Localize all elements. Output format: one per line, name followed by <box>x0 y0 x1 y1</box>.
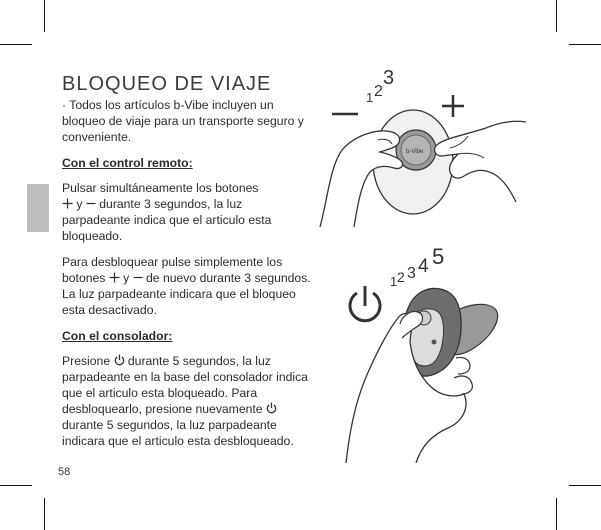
crop-mark-bottom-left-v <box>44 498 45 530</box>
plus-icon <box>442 95 464 117</box>
crop-mark-bottom-right-h <box>569 485 601 486</box>
crop-mark-top-left-h <box>0 44 32 45</box>
remote-unlock-text-a: Para desbloquear pulse simplemente los botones <box>62 255 283 285</box>
crop-mark-top-right-h <box>569 44 601 45</box>
count-3: 3 <box>407 265 416 282</box>
power-icon <box>114 354 125 366</box>
plus-icon <box>109 272 120 283</box>
toy-text-c: durante 5 segundos, la luz parpadeante indicara que el articulo esta desbloqueado. <box>62 418 294 448</box>
plus-icon <box>62 198 73 209</box>
count-4: 4 <box>418 256 429 277</box>
remote-lock-text-c: durante 3 segundos, la luz parpadeante indica que el articulo esta bloqueado. <box>62 197 272 243</box>
power-icon <box>266 402 277 414</box>
crop-mark-top-right-v <box>556 0 557 32</box>
count-2: 2 <box>374 83 383 100</box>
remote-unlock-paragraph <box>62 254 312 318</box>
count-5: 5 <box>432 244 445 269</box>
count-3: 3 <box>383 67 395 89</box>
toy-text-a: Presione <box>62 354 111 368</box>
crop-mark-bottom-right-v <box>556 498 557 530</box>
remote-heading: Con el control remoto: <box>62 156 193 170</box>
toy-light <box>432 340 437 345</box>
remote-illustration <box>318 62 528 227</box>
remote-unlock-text-c: de nuevo durante 3 segundos. La luz parpadeante indicara que el bloqueo esta desactivado. <box>62 271 311 317</box>
page-title: BLOQUEO DE VIAJE <box>62 73 272 96</box>
intro-paragraph: · Todos los artículos b-Vibe incluyen un bloqueo de viaje para un transporte seguro y conveniente. <box>62 98 304 144</box>
remote-logo: b-Vibe <box>406 149 424 155</box>
power-icon <box>350 286 380 321</box>
section-tab <box>27 184 49 232</box>
body-text <box>62 97 312 459</box>
crop-mark-top-left-v <box>44 0 45 32</box>
toy-text-b: durante 5 segundos, la luz parpadeante en la base del consolador indica que el articulo esta bloqueado. Para desbloquearlo, presione nuevamente <box>62 354 308 416</box>
count-2: 2 <box>397 269 405 285</box>
minus-icon <box>133 272 143 283</box>
remote-unlock-text-b: y <box>123 271 130 285</box>
toy-heading: Con el consolador: <box>62 329 173 343</box>
remote-lock-text-b: y <box>76 197 83 211</box>
minus-icon <box>86 198 96 209</box>
count-1: 1 <box>390 274 398 289</box>
crop-mark-bottom-left-h <box>0 485 32 486</box>
remote-lock-text-a: Pulsar simultáneamente los botones <box>62 181 259 195</box>
toy-illustration <box>330 238 520 463</box>
count-1: 1 <box>366 90 374 105</box>
remote-lock-paragraph <box>62 180 312 244</box>
toy-paragraph <box>62 353 312 449</box>
page-number: 58 <box>58 466 71 478</box>
